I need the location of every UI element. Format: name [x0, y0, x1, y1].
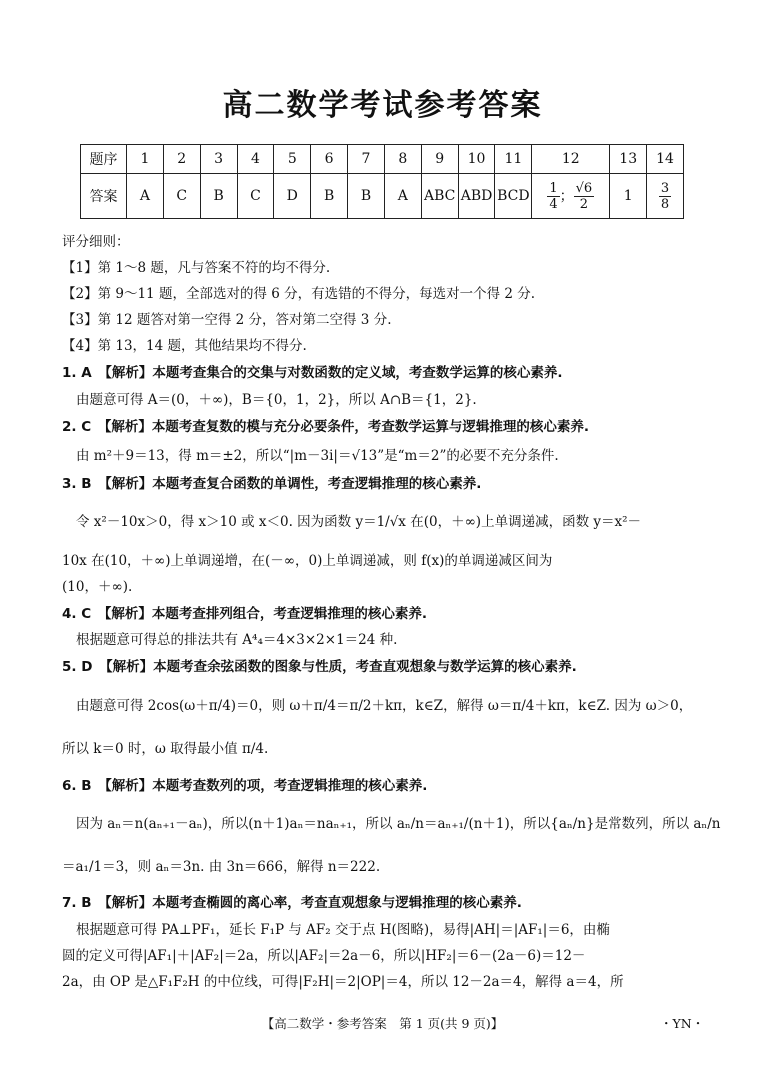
answer-table	[80, 144, 684, 219]
solution-heading-text: 5. D 【解析】本题考查余弦函数的图象与性质，考查直观想象与数学运算的核心素养.	[62, 659, 577, 675]
solution-heading-text: 1. A 【解析】本题考查集合的交集与对数函数的定义域，考查数学运算的核心素养.	[62, 365, 563, 381]
table-cell: 1	[127, 145, 164, 174]
solution-text: 因为 aₙ＝n(aₙ₊₁－aₙ)，所以(n＋1)aₙ＝naₙ₊₁，所以 aₙ/n＝aₙ₊₁/(n＋1)，所以{aₙ/n}是常数列，所以 aₙ/n	[76, 816, 721, 832]
solution-heading	[62, 894, 731, 912]
denominator: 4	[549, 196, 558, 212]
separator: ；	[559, 188, 574, 204]
solution-text: 由题意可得 2cos(ω＋π/4)＝0，则 ω＋π/4＝π/2＋kπ，k∈Z，解得 ω＝π/4＋kπ，k∈Z. 因为 ω＞0，	[76, 698, 693, 714]
table-cell: 13	[610, 145, 647, 174]
solution-heading	[62, 777, 731, 795]
solution-text: ＝a₁/1＝3，则 aₙ＝3n. 由 3n＝666，解得 n＝222.	[62, 859, 381, 875]
table-cell-q12	[532, 174, 610, 219]
solution-heading	[62, 605, 731, 623]
solution-text: 由 m²＋9＝13，得 m＝±2，所以“|m－3i|＝√13”是“m＝2”的必要不充分条件.	[76, 448, 559, 464]
scoring-heading: 评分细则：	[62, 234, 130, 250]
table-row-numbers	[81, 145, 684, 174]
table-cell-q14	[647, 174, 684, 219]
table-cell: B	[311, 174, 348, 219]
scoring-rule: 【4】第 13，14 题，其他结果均不得分.	[62, 338, 307, 354]
scoring-rule: 【2】第 9～11 题，全部选对的得 6 分，有选错的不得分，每选对一个得 2 分.	[62, 286, 536, 302]
numerator: 1	[549, 180, 558, 196]
table-cell: B	[348, 174, 385, 219]
table-cell: 10	[458, 145, 495, 174]
denominator: 8	[660, 196, 670, 212]
table-cell: 5	[274, 145, 311, 174]
table-header-label: 题序	[81, 145, 127, 174]
table-cell: A	[384, 174, 421, 219]
table-cell: A	[127, 174, 164, 219]
solution-heading	[62, 658, 731, 676]
fraction	[659, 181, 671, 212]
table-cell: ABD	[458, 174, 495, 219]
scoring-rule: 【3】第 12 题答对第一空得 2 分，答对第二空得 3 分.	[62, 312, 392, 328]
solution-text: 圆的定义可得|AF₁|＋|AF₂|＝2a，所以|AF₂|＝2a－6，所以|HF₂|＝6－(2a－6)＝12－	[62, 948, 586, 964]
footer-code: ・YN・	[660, 1016, 705, 1031]
solution-text: 根据题意可得 PA⊥PF₁，延长 F₁P 与 AF₂ 交于点 H(图略)，易得|AH|＝|AF₁|＝6，由椭	[76, 922, 610, 938]
table-cell: 14	[647, 145, 684, 174]
solution-heading-text: 6. B 【解析】本题考查数列的项，考查逻辑推理的核心素养.	[62, 778, 428, 794]
solution-heading-text: 7. B 【解析】本题考查椭圆的离心率，考查直观想象与逻辑推理的核心素养.	[62, 895, 522, 911]
page-title: 高二数学考试参考答案	[222, 88, 543, 123]
solution-heading	[62, 364, 731, 382]
table-cell: C	[163, 174, 200, 219]
solution-text: 由题意可得 A＝(0，＋∞)，B＝{0，1，2}，所以 A∩B＝{1，2}.	[76, 392, 477, 408]
solution-text: 10x 在(10，＋∞)上单调递增，在(－∞，0)上单调递减，则 f(x)的单调递减区间为	[62, 553, 553, 569]
table-cell: 8	[384, 145, 421, 174]
table-cell: B	[200, 174, 237, 219]
solution-heading-text: 2. C 【解析】本题考查复数的模与充分必要条件，考查数学运算与逻辑推理的核心素养.	[62, 419, 590, 435]
table-cell: 12	[532, 145, 610, 174]
solution-heading-text: 3. B 【解析】本题考查复合函数的单调性，考查逻辑推理的核心素养.	[62, 476, 482, 492]
solution-text: 所以 k＝0 时，ω 取得最小值 π/4.	[62, 741, 269, 757]
numerator: 3	[660, 180, 670, 196]
table-cell: 1	[610, 174, 647, 219]
table-cell: 2	[163, 145, 200, 174]
numerator: √6	[575, 180, 593, 196]
table-row-answers	[81, 174, 684, 219]
fraction	[547, 181, 559, 212]
fraction	[574, 181, 595, 212]
table-cell: D	[274, 174, 311, 219]
solution-text: (10，＋∞).	[62, 579, 133, 595]
table-cell: 6	[311, 145, 348, 174]
table-answer-label: 答案	[81, 174, 127, 219]
table-cell: 11	[495, 145, 532, 174]
table-cell: 9	[421, 145, 458, 174]
scoring-rule: 【1】第 1～8 题，凡与答案不符的均不得分.	[62, 260, 331, 276]
table-cell: C	[237, 174, 274, 219]
solution-heading-text: 4. C 【解析】本题考查排列组合，考查逻辑推理的核心素养.	[62, 606, 428, 622]
table-cell: 4	[237, 145, 274, 174]
solution-heading	[62, 475, 731, 493]
page-footer: 【高二数学・参考答案 第 1 页(共 9 页)】	[261, 1016, 504, 1031]
denominator: 2	[579, 196, 589, 212]
table-cell: BCD	[495, 174, 532, 219]
table-cell: 3	[200, 145, 237, 174]
table-cell: 7	[348, 145, 385, 174]
solution-heading	[62, 418, 731, 436]
table-cell: ABC	[421, 174, 458, 219]
solution-text: 根据题意可得总的排法共有 A⁴₄＝4×3×2×1＝24 种.	[76, 632, 398, 648]
solution-text: 2a，由 OP 是△F₁F₂H 的中位线，可得|F₂H|＝2|OP|＝4，所以 12－2a＝4，解得 a＝4，所	[62, 974, 624, 990]
solution-text: 令 x²－10x＞0，得 x＞10 或 x＜0. 因为函数 y＝1/√x 在(0，＋∞)上单调递减，函数 y＝x²－	[76, 514, 642, 530]
